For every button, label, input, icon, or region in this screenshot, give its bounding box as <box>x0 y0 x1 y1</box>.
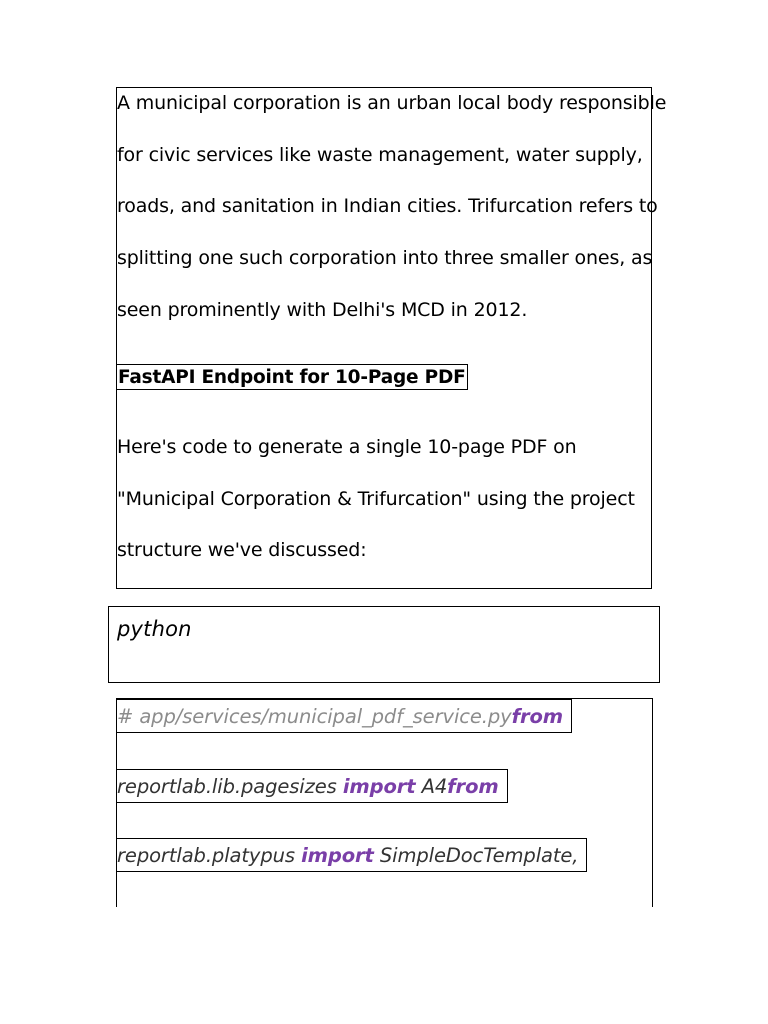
code-module: reportlab.platypus <box>117 844 302 867</box>
description-line: "Municipal Corporation & Trifurcation" using the project <box>117 487 635 510</box>
intro-paragraph <box>117 78 666 337</box>
description-paragraph <box>117 422 635 577</box>
code-language-label: python <box>117 617 192 641</box>
code-module: reportlab.lib.pagesizes <box>117 775 343 798</box>
code-line <box>116 699 572 733</box>
code-name: SimpleDocTemplate, <box>373 844 579 867</box>
intro-line: roads, and sanitation in Indian cities. Trifurcation refers to <box>117 195 658 218</box>
code-name: A4 <box>415 775 448 798</box>
code-keyword: import <box>342 775 416 798</box>
section-heading: FastAPI Endpoint for 10-Page PDF <box>116 364 468 390</box>
code-block <box>116 698 653 907</box>
intro-text-block <box>116 87 667 589</box>
code-line <box>116 769 508 803</box>
intro-line: seen prominently with Delhi's MCD in 2012. <box>117 298 528 321</box>
description-line: structure we've discussed: <box>117 539 367 562</box>
intro-line: A municipal corporation is an urban local body responsible <box>117 92 667 114</box>
intro-line: for civic services like waste management, water supply, <box>117 143 643 166</box>
description-line: Here's code to generate a single 10-page PDF on <box>117 436 577 458</box>
code-language-box <box>108 606 660 683</box>
code-keyword: import <box>301 844 374 867</box>
code-line <box>116 838 587 872</box>
code-keyword: from <box>511 705 564 728</box>
code-keyword: from <box>447 775 499 798</box>
intro-line: splitting one such corporation into three smaller ones, as <box>117 247 653 270</box>
code-comment: # app/services/municipal_pdf_service.py <box>117 705 512 728</box>
